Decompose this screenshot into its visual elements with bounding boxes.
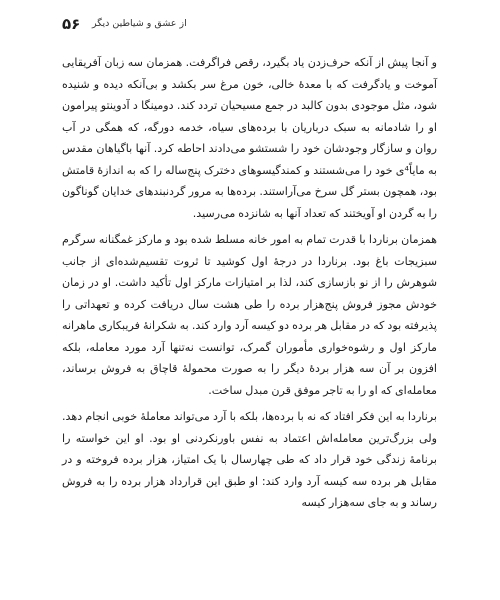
- running-header-title: از عشق و شیاطین دیگر: [92, 18, 187, 29]
- paragraph: و آنجا پیش از آنکه حرف‌زدن یاد بگیرد، رقص فراگرفت. همزمان سه زبان آفریقایی آموخت و یادگرفت که با معدهٔ خالی، خون مرغ سر بکشد و بی‌آنکه دیده و شنیده شود، مثل موجودی بدون کالبد در جمع مسیحیان تردد کند. دومینگا د آدوینتو پیرامون او را شادمانه به سبک درباریان با برده‌های سیاه، خدمه دورگه، که همگی در آب روان و سازگار وجودشان خود را شستشو می‌دادند احاطه کرد. آنها باگیاهان مقدس به مایاً⁴ی خود را می‌شستند و کمندگیسوهای دخترک پنج‌ساله را که به اندازهٔ قامتش بود، همچون بستر گل سرخ می‌آراستند. برده‌ها به مرور گردنبندهای خدایان گوناگون را به گردن او آویختند که تعداد آنها به شانزده می‌رسید.: [62, 56, 438, 220]
- page-number: ۵۶: [62, 15, 81, 33]
- body-text: [62, 52, 437, 519]
- paragraph: برناردا به این فکر افتاد که نه با برده‌ها، بلکه با آرد می‌تواند معاملهٔ خوبی انجام دهد. ولی بزرگ‌ترین معامله‌اش اعتماد به نفس باورنکردنی او بود. او این خواسته را برنامهٔ زندگی خود قرار داد که طی چهارسال با یک امتیاز، هزار برده فروخته و در مقابل هر برده سه کیسه آرد وارد کند: او طبق این قرارداد هزار برده را به فروش رساند و به جای سه‌هزار کیسه: [62, 410, 437, 509]
- running-header: [62, 14, 438, 34]
- paragraph: همزمان برناردا با قدرت تمام به امور خانه مسلط شده بود و مارکز غمگنانه سرگرم سبزیجات باغ بود. برناردا در درجهٔ اول کوشید تا ثروت تقسیم‌شده‌ای از جانب شوهرش را از نو بازسازی کند، لذا بر امتیازات مارکز اول تأکید داشت. او در زمان خودش مجوز فروش پنج‌هزار برده را طی هشت سال دریافت کرده و تعهداتی را پذیرفته بود که در مقابل هر برده دو کیسه آرد وارد کند. به شکرانهٔ فریبکاری ماهرانه مارکز اول و رشوه‌خواری مأموران گمرک، توانست نه‌تنها آرد مورد معامله، بلکه افزون بر آن سه هزار بردهٔ دیگر را به صورت محمولهٔ قاچاق به فروش برساند، معامله‌ای که او را به تاجر موفق قرن مبدل ساخت.: [62, 233, 437, 397]
